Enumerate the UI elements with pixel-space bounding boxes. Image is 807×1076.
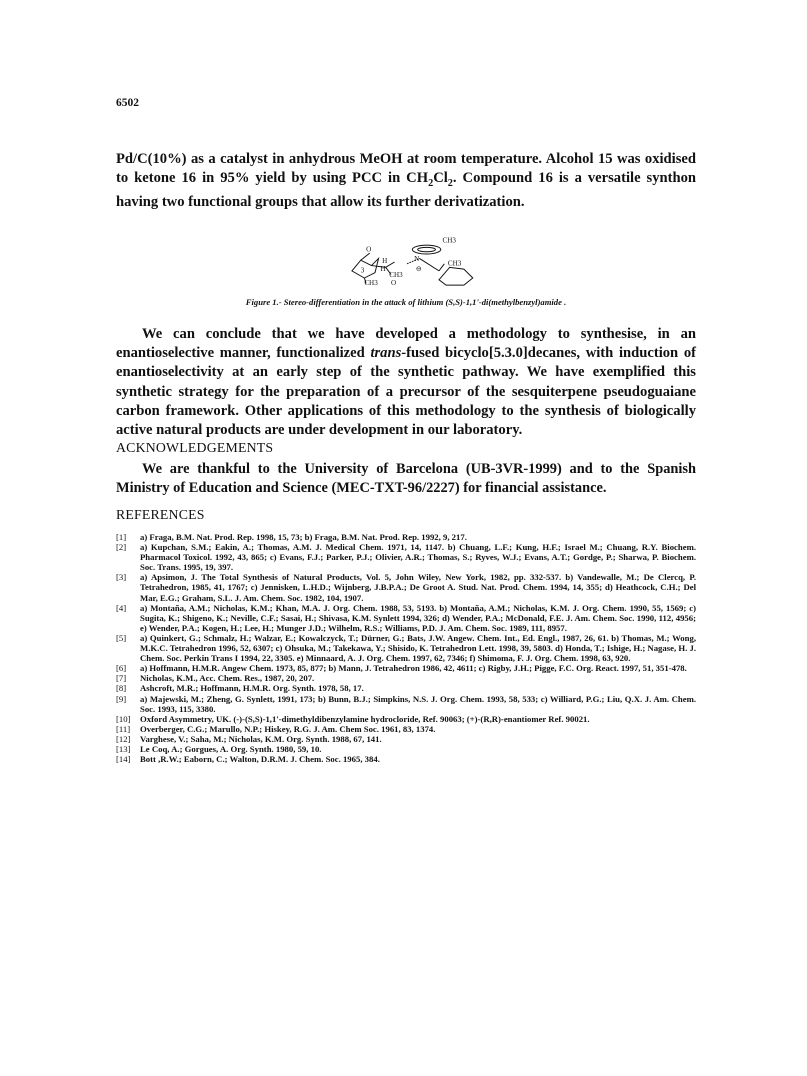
reference-text: Nicholas, K.M., Acc. Chem. Res., 1987, 20, 207. bbox=[140, 673, 315, 684]
compound-number-16: 16 bbox=[181, 170, 197, 186]
reference-item bbox=[116, 694, 696, 714]
intro-text-6: is a versatile synthon having two functional groups that allow its further derivatization. bbox=[116, 170, 697, 210]
reference-number: [9] bbox=[116, 693, 127, 704]
intro-text-1: Pd/C(10%) as a catalyst in anhydrous MeOH at room temperature. Alcohol bbox=[116, 151, 598, 167]
reference-item bbox=[116, 633, 696, 663]
acknowledgements-heading: ACKNOWLEDGEMENTS bbox=[116, 440, 274, 455]
reference-item bbox=[116, 603, 696, 633]
reference-number: [4] bbox=[116, 602, 127, 613]
label-ch3-c: CH3 bbox=[442, 236, 456, 245]
reference-number: [2] bbox=[116, 542, 127, 553]
reference-text: Bott ,R.W.; Eaborn, C.; Walton, D.R.M. J. Chem. Soc. 1965, 384. bbox=[140, 754, 380, 765]
subscript-2a: 2 bbox=[428, 177, 434, 189]
label-o-top: O bbox=[366, 245, 372, 254]
acknowledgements-text: We are thankful to the University of Barcelona (UB-3VR-1999) and to the Spanish Ministry of Education and Science (MEC-TXT-96/2227) for financial assistance. bbox=[116, 461, 696, 496]
conclusion-italic-trans: trans bbox=[370, 345, 402, 362]
reference-item bbox=[116, 754, 696, 764]
figure-caption: Figure 1.- Stereo-differentiation in the attack of lithium (S,S)-1,1'-di(methylbenzyl)amide . bbox=[245, 297, 567, 307]
reference-text: a) Montaña, A.M.; Nicholas, K.M.; Khan, M.A. J. Org. Chem. 1988, 53, 5193. b) Montaña, A.M.; Nicholas, K.M. J. Org. Chem. 1990, 55, 1569; c) Sugita, K.; Shigeno, K.; Neville, C.F.; Sasai, H.; Shivasa, K.M. Synlett 1994, 326; d) Wender, P.A.; McDonald, F.E. J. Am. Chem. Soc. 1990, 112, 4956; e) Wender, P.A.; Kogen, H.; Lee, H.; Munger J.D.; Wilhelm, R.S.; Williams, P.D. J. Am. Chem. Soc. 1989, 111, 8957. bbox=[140, 602, 696, 633]
reference-number: [6] bbox=[116, 663, 127, 674]
reference-number: [13] bbox=[116, 743, 131, 754]
reference-text: Ashcroft, M.R.; Hoffmann, H.M.R. Org. Synth. 1978, 58, 17. bbox=[140, 683, 364, 694]
reference-number: [12] bbox=[116, 733, 131, 744]
reference-item bbox=[116, 734, 696, 744]
reference-text: a) Apsimon, J. The Total Synthesis of Natural Products, Vol. 5, John Wiley, New York, 1982, pp. 332-537. b) Vandewalle, M.; De Clercq, P. Tetrahedron, 1985, 41, 1767; c) Jennisken, L.H.D.; Wijnberg, J.B.P.A.; De Groot A. Stud. Nat. Prod. Chem. 1994, 14, 355; d) Heathcock, C.H.; Del Mar, E.G.; Graham, S.L. J. Am. Chem. Soc. 1982, 104, 1907. bbox=[140, 572, 696, 603]
label-3: 3 bbox=[360, 266, 365, 275]
reference-text: Varghese, V.; Saha, M.; Nicholas, K.M. Org. Synth. 1988, 67, 141. bbox=[140, 733, 382, 744]
reference-item bbox=[116, 663, 696, 673]
reference-text: a) Majewski, M.; Zheng, G. Synlett, 1991, 173; b) Bunn, B.J.; Simpkins, N.S. J. Org. Chem. 1993, 58, 533; c) Williard, P.G.; Liu, Q.X. J. Am. Chem. Soc. 1993, 115, 3380. bbox=[140, 693, 696, 714]
intro-text-2: was oxidised to ketone bbox=[116, 151, 696, 186]
label-charge: ⊖ bbox=[415, 264, 422, 273]
ring-skeleton bbox=[352, 258, 379, 278]
references-heading: REFERENCES bbox=[116, 507, 205, 522]
intro-text-5: . Compound bbox=[452, 170, 539, 186]
reference-number: [5] bbox=[116, 632, 127, 643]
references-list bbox=[116, 532, 696, 764]
conclusion-text-1: We can conclude that we have developed a methodology to synthesise, in an enantioselective manner, functionalized bbox=[116, 326, 696, 362]
chemical-structure-figure bbox=[330, 236, 500, 288]
conclusion-paragraph bbox=[116, 325, 696, 440]
reference-item bbox=[116, 724, 696, 734]
reference-text: a) Kupchan, S.M.; Eakin, A.; Thomas, A.M. J. Medical Chem. 1971, 14, 1147. b) Chuang, L.F.; Kung, H.F.; Israel M.; Chuang, R.Y. Biochem. Pharmacol Toxicol. 1992, 43, 865; c) Evans, F.J.; Parker, P.J.; Olivier, A.R.; Thomas, S.; Ryves, W.J.; Evans, A.T.; Gordge, P.; Sharwa, P. Biochem. Soc. Trans. 1995, 19, 397. bbox=[140, 542, 696, 573]
reference-text: a) Quinkert, G.; Schmalz, H.; Walzar, E.; Kowalczyck, T.; Dürner, G.; Bats, J.W. Angew. Chem. Int., Ed. Engl., 1987, 26, 61. b) Thomas, M.; Wong, M.K.C. Tetrahedron 1996, 52, 6307; c) Ohsuka, M.; Takekawa, Y.; Shisido, K. Tetrahedron Lett. 1998, 39, 5803. d) Honda, T.; Ishige, H.; Nagase, H. J. Chem. Soc. Perkin Trans I 1994, 22, 3305. e) Minnaard, A. J. Org. Chem. 1997, 62, 7346; f) Shimoma, F. J. Org. Chem. 1998, 63, 920. bbox=[140, 632, 696, 664]
reference-text: a) Fraga, B.M. Nat. Prod. Rep. 1998, 15, 73; b) Fraga, B.M. Nat. Prod. Rep. 1992, 9, 217. bbox=[140, 532, 467, 542]
label-n: N bbox=[414, 255, 420, 264]
intro-text-4: Cl bbox=[433, 170, 448, 186]
reference-number: [10] bbox=[116, 713, 131, 724]
reference-item bbox=[116, 572, 696, 602]
reference-item bbox=[116, 714, 696, 724]
reference-text: Le Coq, A.; Gorgues, A. Org. Synth. 1980, 59, 10. bbox=[140, 743, 322, 754]
reference-item bbox=[116, 744, 696, 754]
compound-number-16b: 16 bbox=[538, 170, 553, 186]
reference-text: Overberger, C.G.; Marullo, N.P.; Hiskey, R.G. J. Am. Chem Soc. 1961, 83, 1374. bbox=[140, 723, 436, 734]
label-ch3-a: CH3 bbox=[389, 271, 403, 280]
reference-item bbox=[116, 673, 696, 683]
reference-number: [11] bbox=[116, 723, 131, 734]
reference-text: a) Hoffmann, H.M.R. Angew Chem. 1973, 85, 877; b) Mann, J. Tetrahedron 1986, 42, 4611; c) Rigby, J.H.; Pigge, F.C. Org. React. 1997, 51, 351-478. bbox=[140, 663, 687, 674]
reference-number: [14] bbox=[116, 754, 131, 765]
intro-paragraph bbox=[116, 150, 696, 212]
reference-number: [7] bbox=[116, 673, 127, 684]
reference-item bbox=[116, 542, 696, 572]
label-ch3-b: CH3 bbox=[364, 279, 378, 288]
reference-item bbox=[116, 683, 696, 693]
label-o-bottom: O bbox=[391, 279, 397, 288]
phenyl-ring-upper bbox=[412, 245, 440, 254]
label-h2: H bbox=[380, 264, 386, 273]
reference-text: Oxford Asymmetry, UK. (-)-(S,S)-1,1'-dimethyldibenzylamine hydrocloride, Ref. 90063; (+)-(R,R)-enantiomer Ref. 90021. bbox=[140, 713, 590, 724]
label-h1: H bbox=[382, 256, 388, 265]
conclusion-text-2: -fused bicyclo[5.3.0]decanes, with induction of enantioselectivity at an early step of the synthetic pathway. We have exemplified this synthetic strategy for the preparation of a precursor of the sesquiterpene pseudoguaiane carbon framework. Other applications of this methodology to the synthesis of biologically active natural products are under development in our laboratory. bbox=[116, 345, 696, 439]
reference-number: [8] bbox=[116, 683, 127, 694]
phenyl-ring-lower bbox=[439, 267, 473, 285]
page-number: 6502 bbox=[116, 97, 139, 109]
label-ch3-d: CH3 bbox=[447, 259, 462, 268]
subscript-2b: 2 bbox=[447, 177, 453, 189]
reference-number: [1] bbox=[116, 532, 127, 542]
reference-number: [3] bbox=[116, 572, 127, 583]
intro-text-3: in 95% yield by using PCC in CH bbox=[196, 170, 429, 186]
compound-number-15: 15 bbox=[597, 151, 613, 167]
reference-item bbox=[116, 532, 696, 542]
